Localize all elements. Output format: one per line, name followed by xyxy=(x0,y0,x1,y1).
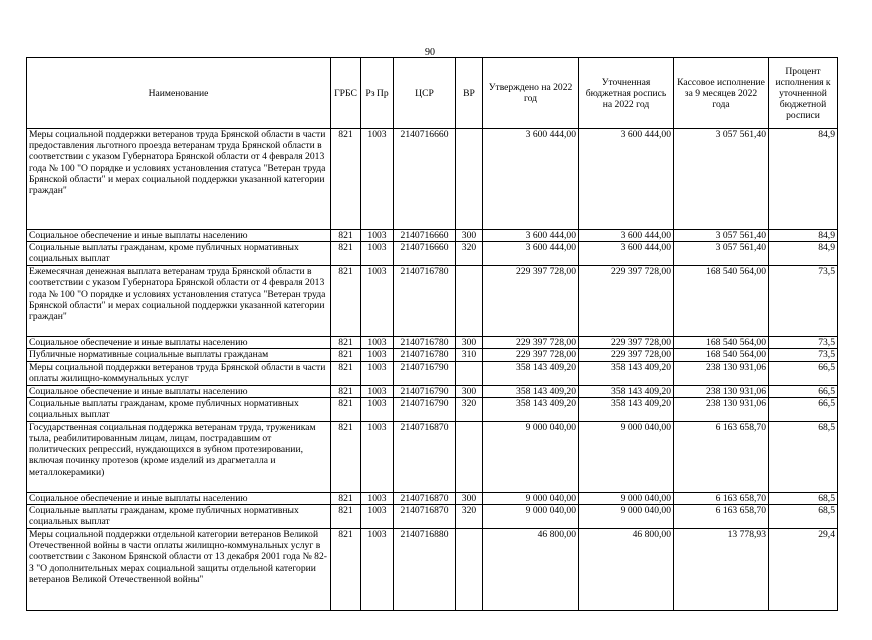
cell-grbs: 821 xyxy=(331,242,361,266)
table-row xyxy=(27,397,838,421)
cell-cash: 238 130 931,06 xyxy=(674,361,769,385)
header-rzpr: Рз Пр xyxy=(361,58,394,129)
cell-vr xyxy=(456,266,483,337)
cell-specified: 229 397 728,00 xyxy=(579,337,674,349)
table-row xyxy=(27,337,838,349)
cell-csr: 2140716870 xyxy=(394,492,456,504)
cell-vr xyxy=(456,129,483,230)
cell-approved: 229 397 728,00 xyxy=(483,337,579,349)
cell-csr: 2140716660 xyxy=(394,129,456,230)
cell-grbs: 821 xyxy=(331,385,361,397)
cell-percent: 84,9 xyxy=(769,129,838,230)
cell-percent: 73,5 xyxy=(769,349,838,361)
cell-vr xyxy=(456,529,483,611)
header-approved: Утверждено на 2022 год xyxy=(483,58,579,129)
cell-grbs: 821 xyxy=(331,492,361,504)
cell-specified: 229 397 728,00 xyxy=(579,349,674,361)
cell-percent: 68,5 xyxy=(769,505,838,529)
cell-name: Социальные выплаты гражданам, кроме публичных нормативных социальных выплат xyxy=(27,505,331,529)
cell-percent: 84,9 xyxy=(769,230,838,242)
cell-rzpr: 1003 xyxy=(361,385,394,397)
cell-grbs: 821 xyxy=(331,397,361,421)
cell-cash: 6 163 658,70 xyxy=(674,492,769,504)
cell-approved: 3 600 444,00 xyxy=(483,230,579,242)
cell-name: Ежемесячная денежная выплата ветеранам труда Брянской области в соответствии с указом Губернатора Брянской области от 4 февраля 2013 года № 100 "О порядке и условиях установления статуса "Ветеран труда Брянской области" и мерах социальной поддержки указанной категории граждан" xyxy=(27,266,331,337)
cell-approved: 3 600 444,00 xyxy=(483,242,579,266)
cell-cash: 13 778,93 xyxy=(674,529,769,611)
cell-percent: 84,9 xyxy=(769,242,838,266)
cell-percent: 68,5 xyxy=(769,421,838,492)
cell-grbs: 821 xyxy=(331,361,361,385)
cell-percent: 73,5 xyxy=(769,337,838,349)
cell-percent: 66,5 xyxy=(769,361,838,385)
cell-approved: 9 000 040,00 xyxy=(483,421,579,492)
cell-grbs: 821 xyxy=(331,505,361,529)
table-row xyxy=(27,505,838,529)
cell-cash: 6 163 658,70 xyxy=(674,421,769,492)
table-row xyxy=(27,129,838,230)
header-cash: Кассовое исполнение за 9 месяцев 2022 года xyxy=(674,58,769,129)
cell-rzpr: 1003 xyxy=(361,397,394,421)
cell-name: Социальное обеспечение и иные выплаты населению xyxy=(27,230,331,242)
cell-rzpr: 1003 xyxy=(361,349,394,361)
cell-grbs: 821 xyxy=(331,529,361,611)
cell-csr: 2140716780 xyxy=(394,349,456,361)
cell-grbs: 821 xyxy=(331,421,361,492)
cell-percent: 29,4 xyxy=(769,529,838,611)
cell-cash: 168 540 564,00 xyxy=(674,266,769,337)
header-specified: Уточненная бюджетная роспись на 2022 год xyxy=(579,58,674,129)
cell-approved: 358 143 409,20 xyxy=(483,397,579,421)
cell-vr xyxy=(456,361,483,385)
cell-csr: 2140716780 xyxy=(394,337,456,349)
cell-rzpr: 1003 xyxy=(361,421,394,492)
cell-vr: 300 xyxy=(456,230,483,242)
cell-cash: 238 130 931,06 xyxy=(674,385,769,397)
cell-approved: 229 397 728,00 xyxy=(483,349,579,361)
cell-csr: 2140716660 xyxy=(394,242,456,266)
cell-rzpr: 1003 xyxy=(361,129,394,230)
cell-grbs: 821 xyxy=(331,129,361,230)
header-vr: ВР xyxy=(456,58,483,129)
cell-csr: 2140716780 xyxy=(394,266,456,337)
table-row xyxy=(27,349,838,361)
cell-csr: 2140716870 xyxy=(394,421,456,492)
cell-grbs: 821 xyxy=(331,349,361,361)
table-row xyxy=(27,492,838,504)
cell-approved: 9 000 040,00 xyxy=(483,505,579,529)
cell-name: Меры социальной поддержки отдельной категории ветеранов Великой Отечественной войны в части оплаты жилищно-коммунальных услуг в соответствии с Законом Брянской области от 13 декабря 2001 года № 82-З "О дополнительных мерах социальной защиты отдельной категории ветеранов Великой Отечественной войны" xyxy=(27,529,331,611)
table-row xyxy=(27,266,838,337)
cell-approved: 229 397 728,00 xyxy=(483,266,579,337)
table-row xyxy=(27,529,838,611)
cell-csr: 2140716870 xyxy=(394,505,456,529)
cell-approved: 358 143 409,20 xyxy=(483,385,579,397)
cell-name: Публичные нормативные социальные выплаты гражданам xyxy=(27,349,331,361)
cell-name: Меры социальной поддержки ветеранов труда Брянской области в части предоставления льготного проезда ветеранам труда Брянской области в соответствии с указом Губернатора Брянской области от 4 февраля 2013 года № 100 "О порядке и условиях установления статуса "Ветеран труда Брянской области" и мерах социальной поддержки указанной категории граждан" xyxy=(27,129,331,230)
cell-rzpr: 1003 xyxy=(361,230,394,242)
cell-csr: 2140716660 xyxy=(394,230,456,242)
cell-vr: 300 xyxy=(456,492,483,504)
cell-vr xyxy=(456,421,483,492)
cell-specified: 9 000 040,00 xyxy=(579,492,674,504)
cell-rzpr: 1003 xyxy=(361,361,394,385)
cell-name: Социальные выплаты гражданам, кроме публичных нормативных социальных выплат xyxy=(27,242,331,266)
table-row xyxy=(27,242,838,266)
cell-name: Государственная социальная поддержка ветеранам труда, труженикам тыла, реабилитированным лицам, лицам, пострадавшим от политических репрессий, нуждающихся в зубном протезировании, включая починку протезов (кроме изделий из драгметалла и металлокерамики) xyxy=(27,421,331,492)
cell-csr: 2140716790 xyxy=(394,397,456,421)
cell-name: Социальное обеспечение и иные выплаты населению xyxy=(27,492,331,504)
cell-specified: 358 143 409,20 xyxy=(579,385,674,397)
cell-specified: 46 800,00 xyxy=(579,529,674,611)
header-grbs: ГРБС xyxy=(331,58,361,129)
cell-rzpr: 1003 xyxy=(361,492,394,504)
cell-rzpr: 1003 xyxy=(361,337,394,349)
cell-csr: 2140716790 xyxy=(394,385,456,397)
cell-cash: 238 130 931,06 xyxy=(674,397,769,421)
header-name: Наименование xyxy=(27,58,331,129)
cell-percent: 66,5 xyxy=(769,385,838,397)
cell-cash: 3 057 561,40 xyxy=(674,242,769,266)
cell-grbs: 821 xyxy=(331,266,361,337)
cell-percent: 66,5 xyxy=(769,397,838,421)
cell-rzpr: 1003 xyxy=(361,505,394,529)
cell-specified: 3 600 444,00 xyxy=(579,129,674,230)
table-row xyxy=(27,421,838,492)
table-row xyxy=(27,230,838,242)
cell-grbs: 821 xyxy=(331,230,361,242)
table-row xyxy=(27,385,838,397)
cell-vr: 320 xyxy=(456,397,483,421)
cell-name: Социальное обеспечение и иные выплаты населению xyxy=(27,385,331,397)
cell-approved: 9 000 040,00 xyxy=(483,492,579,504)
cell-vr: 300 xyxy=(456,337,483,349)
cell-rzpr: 1003 xyxy=(361,529,394,611)
cell-csr: 2140716790 xyxy=(394,361,456,385)
cell-specified: 3 600 444,00 xyxy=(579,242,674,266)
cell-vr: 300 xyxy=(456,385,483,397)
header-percent: Процент исполнения к уточненной бюджетной росписи xyxy=(769,58,838,129)
cell-approved: 358 143 409,20 xyxy=(483,361,579,385)
cell-name: Социальные выплаты гражданам, кроме публичных нормативных социальных выплат xyxy=(27,397,331,421)
cell-approved: 46 800,00 xyxy=(483,529,579,611)
cell-specified: 3 600 444,00 xyxy=(579,230,674,242)
cell-cash: 3 057 561,40 xyxy=(674,230,769,242)
cell-specified: 358 143 409,20 xyxy=(579,397,674,421)
cell-cash: 168 540 564,00 xyxy=(674,349,769,361)
cell-cash: 6 163 658,70 xyxy=(674,505,769,529)
cell-cash: 3 057 561,40 xyxy=(674,129,769,230)
page-number: 90 xyxy=(425,47,435,58)
cell-name: Меры социальной поддержки ветеранов труда Брянской области в части оплаты жилищно-коммунальных услуг xyxy=(27,361,331,385)
table-row xyxy=(27,361,838,385)
cell-grbs: 821 xyxy=(331,337,361,349)
cell-name: Социальное обеспечение и иные выплаты населению xyxy=(27,337,331,349)
cell-vr: 320 xyxy=(456,505,483,529)
cell-specified: 358 143 409,20 xyxy=(579,361,674,385)
cell-percent: 73,5 xyxy=(769,266,838,337)
cell-cash: 168 540 564,00 xyxy=(674,337,769,349)
cell-rzpr: 1003 xyxy=(361,266,394,337)
cell-percent: 68,5 xyxy=(769,492,838,504)
cell-csr: 2140716880 xyxy=(394,529,456,611)
cell-specified: 229 397 728,00 xyxy=(579,266,674,337)
budget-execution-table xyxy=(26,57,838,611)
cell-specified: 9 000 040,00 xyxy=(579,505,674,529)
cell-approved: 3 600 444,00 xyxy=(483,129,579,230)
cell-vr: 320 xyxy=(456,242,483,266)
cell-rzpr: 1003 xyxy=(361,242,394,266)
cell-specified: 9 000 040,00 xyxy=(579,421,674,492)
table-header-row xyxy=(27,58,838,129)
cell-vr: 310 xyxy=(456,349,483,361)
header-csr: ЦСР xyxy=(394,58,456,129)
